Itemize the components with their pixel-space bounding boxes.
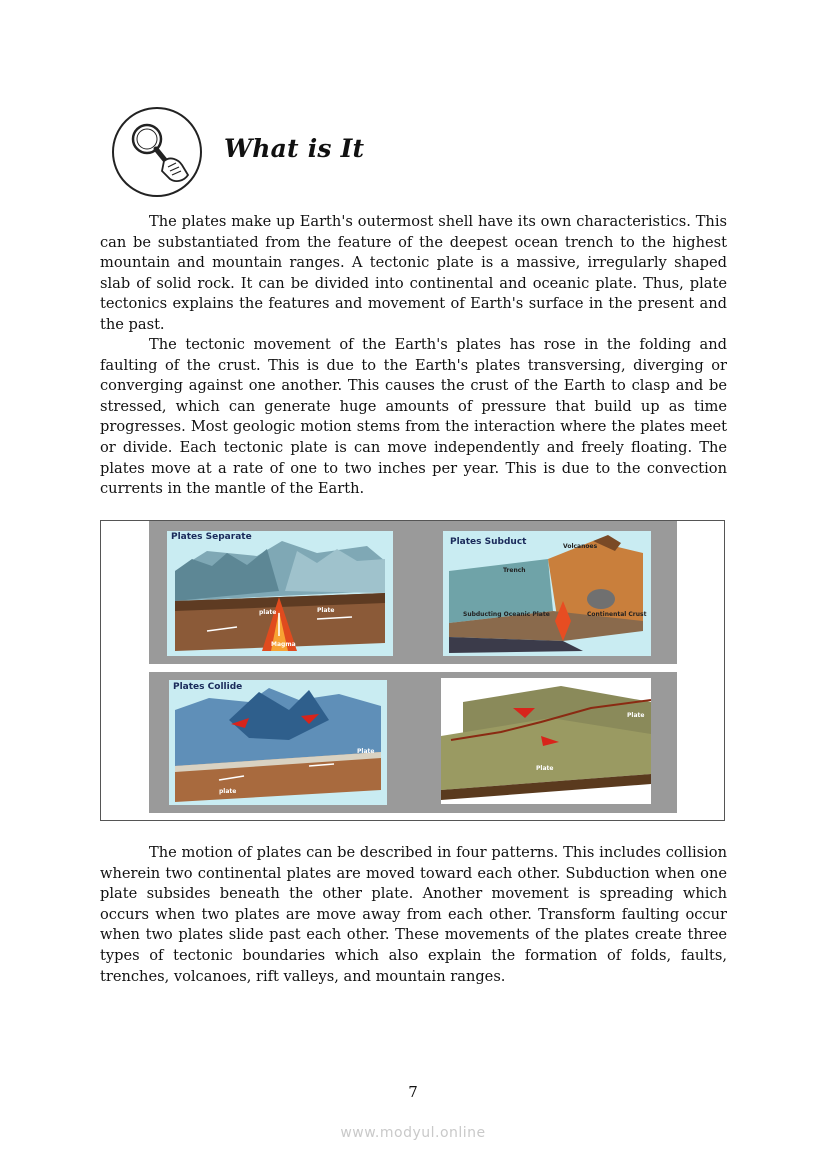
plates-subduct-trench: Trench (503, 567, 526, 574)
plates-collide-plate-right: Plate (357, 748, 375, 755)
plates-transform-plate-bottom: Plate (536, 765, 554, 772)
page-number: 7 (408, 1083, 418, 1101)
figure-row-top (149, 521, 677, 664)
plates-separate-diagram (167, 531, 393, 656)
plates-subduct-oceanic: Subducting Oceanic Plate (463, 611, 550, 618)
plates-separate-title: Plates Separate (171, 532, 252, 542)
paragraph-3: The motion of plates can be described in four patterns. This includes collision wherein two continental plates are moved toward each other. Subduction when one plate subsides beneath the other plate. Another movement is spreading which occurs when two plates are move away from each other. Transform faulting occur when two plates slide past each other. These movements of the plates create three types of tectonic boundaries which also explain the formation of folds, faults, trenches, volcanoes, rift valleys, and mountain ranges. (100, 844, 727, 985)
plates-subduct-title: Plates Subduct (450, 537, 527, 547)
plates-separate-plate-right: Plate (317, 607, 335, 614)
plates-subduct-diagram (443, 531, 651, 656)
section-title: What is It (224, 134, 365, 163)
magnifying-glass-hand-icon (112, 107, 202, 197)
watermark: www.modyul.online (340, 1125, 486, 1141)
plate-motion-figure (100, 520, 725, 821)
paragraph-1: The plates make up Earth's outermost shell have its own characteristics. This can be substantiated from the feature of the deepest ocean trench to the highest mountain and mountain ranges. A tectonic plate is a massive, irregularly shaped slab of solid rock. It can be divided into continental and oceanic plate. Thus, plate tectonics explains the features and movement of Earth's surface in the present and the past. (100, 213, 727, 333)
plates-collide-title: Plates Collide (173, 682, 243, 692)
plates-subduct-volcanoes: Volcanoes (563, 543, 598, 550)
paragraph-2: The tectonic movement of the Earth's plates has rose in the folding and faulting of the crust. This is due to the Earth's plates transversing, diverging or converging against one another. This causes the crust of the Earth to clasp and be stressed, which can generate huge amounts of pressure that build up as time progresses. Most geologic motion stems from the interaction where the plates meet or divide. Each tectonic plate is can move independently and freely floating. The plates move at a rate of one to two inches per year. This is due to the convection currents in the mantle of the Earth. (100, 336, 727, 498)
plates-transform-plate-top: Plate (627, 712, 645, 719)
plates-collide-diagram (169, 680, 387, 805)
plates-separate-magma: Magma (271, 641, 296, 648)
plates-separate-plate-left: plate (259, 609, 277, 616)
figure-row-bottom (149, 672, 677, 813)
plates-collide-plate-left: plate (219, 788, 237, 795)
plates-subduct-continental: Continental Crust (587, 611, 647, 618)
plates-transform-diagram (441, 678, 651, 804)
